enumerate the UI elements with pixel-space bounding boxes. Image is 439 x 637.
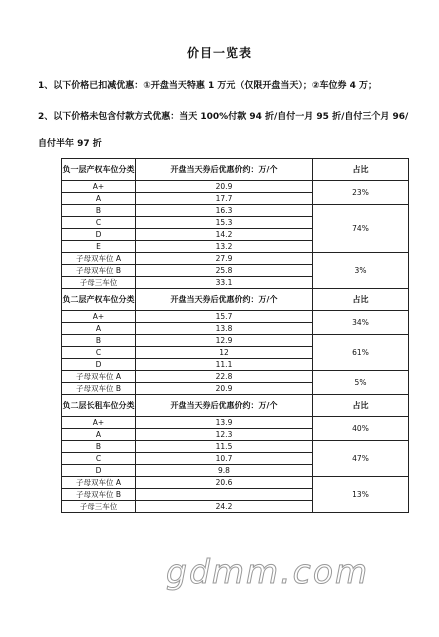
- header-share: 占比: [313, 289, 409, 311]
- header-price: 开盘当天券后优惠价约：万/个: [136, 289, 313, 311]
- space-type-cell: D: [62, 465, 136, 477]
- space-type-cell: A: [62, 429, 136, 441]
- price-cell: 20.9: [136, 383, 313, 395]
- price-cell: 33.1: [136, 277, 313, 289]
- space-type-cell: D: [62, 229, 136, 241]
- price-cell: 9.8: [136, 465, 313, 477]
- space-type-cell: C: [62, 217, 136, 229]
- space-type-cell: A+: [62, 181, 136, 193]
- header-category: 负二层长租车位分类: [62, 395, 136, 417]
- price-cell: 20.9: [136, 181, 313, 193]
- price-cell: 20.6: [136, 477, 313, 489]
- price-cell: 12.9: [136, 335, 313, 347]
- share-cell: 23%: [313, 181, 409, 205]
- header-share: 占比: [313, 395, 409, 417]
- page-title: 价目一览表: [186, 46, 252, 60]
- table-row: [62, 205, 409, 217]
- price-cell: 14.2: [136, 229, 313, 241]
- space-type-cell: 子母双车位 A: [62, 477, 136, 489]
- share-cell: 61%: [313, 335, 409, 371]
- price-table: [61, 158, 409, 513]
- share-cell: 3%: [313, 253, 409, 289]
- header-share: 占比: [313, 159, 409, 181]
- space-type-cell: 子母双车位 B: [62, 265, 136, 277]
- table-row: [62, 253, 409, 265]
- share-cell: 34%: [313, 311, 409, 335]
- table-row: [62, 181, 409, 193]
- table-row: [62, 477, 409, 489]
- price-cell: 25.8: [136, 265, 313, 277]
- price-cell: 13.2: [136, 241, 313, 253]
- space-type-cell: A: [62, 193, 136, 205]
- space-type-cell: 子母双车位 B: [62, 489, 136, 501]
- discount-note-3: 自付半年 97 折: [38, 139, 102, 149]
- space-type-cell: E: [62, 241, 136, 253]
- header-price: 开盘当天券后优惠价约：万/个: [136, 159, 313, 181]
- table-row: [62, 371, 409, 383]
- share-cell: 13%: [313, 477, 409, 513]
- discount-note-1: 1、以下价格已扣减优惠：①开盘当天特惠 1 万元（仅限开盘当天）；②车位券 4 万；: [38, 81, 378, 91]
- price-cell: 13.9: [136, 417, 313, 429]
- price-cell: 27.9: [136, 253, 313, 265]
- watermark: gdmm.com: [166, 552, 370, 591]
- section-header-row: [62, 159, 409, 181]
- space-type-cell: B: [62, 441, 136, 453]
- space-type-cell: B: [62, 335, 136, 347]
- space-type-cell: 子母双车位 A: [62, 371, 136, 383]
- price-cell: 12: [136, 347, 313, 359]
- price-cell: 22.8: [136, 371, 313, 383]
- share-cell: 74%: [313, 205, 409, 253]
- price-cell: 24.2: [136, 501, 313, 513]
- share-cell: 40%: [313, 417, 409, 441]
- price-cell: 15.3: [136, 217, 313, 229]
- price-cell: 11.1: [136, 359, 313, 371]
- price-cell: 15.7: [136, 311, 313, 323]
- price-cell: 12.3: [136, 429, 313, 441]
- share-cell: 5%: [313, 371, 409, 395]
- table-row: [62, 335, 409, 347]
- price-cell: 13.8: [136, 323, 313, 335]
- table-row: [62, 311, 409, 323]
- table-row: [62, 417, 409, 429]
- space-type-cell: 子母三车位: [62, 277, 136, 289]
- table-row: [62, 441, 409, 453]
- space-type-cell: A: [62, 323, 136, 335]
- discount-note-2: 2、以下价格未包含付款方式优惠：当天 100%付款 94 折/自付一月 95 折/自付三个月 96/: [38, 112, 409, 122]
- space-type-cell: 子母双车位 B: [62, 383, 136, 395]
- header-category: 负一层产权车位分类: [62, 159, 136, 181]
- space-type-cell: C: [62, 347, 136, 359]
- share-cell: 47%: [313, 441, 409, 477]
- price-cell: 10.7: [136, 453, 313, 465]
- price-cell: 16.3: [136, 205, 313, 217]
- space-type-cell: B: [62, 205, 136, 217]
- price-cell: [136, 489, 313, 501]
- space-type-cell: C: [62, 453, 136, 465]
- space-type-cell: A+: [62, 417, 136, 429]
- section-header-row: [62, 395, 409, 417]
- price-cell: 11.5: [136, 441, 313, 453]
- space-type-cell: 子母双车位 A: [62, 253, 136, 265]
- section-header-row: [62, 289, 409, 311]
- space-type-cell: D: [62, 359, 136, 371]
- space-type-cell: 子母三车位: [62, 501, 136, 513]
- price-cell: 17.7: [136, 193, 313, 205]
- header-price: 开盘当天券后优惠价约：万/个: [136, 395, 313, 417]
- space-type-cell: A+: [62, 311, 136, 323]
- header-category: 负二层产权车位分类: [62, 289, 136, 311]
